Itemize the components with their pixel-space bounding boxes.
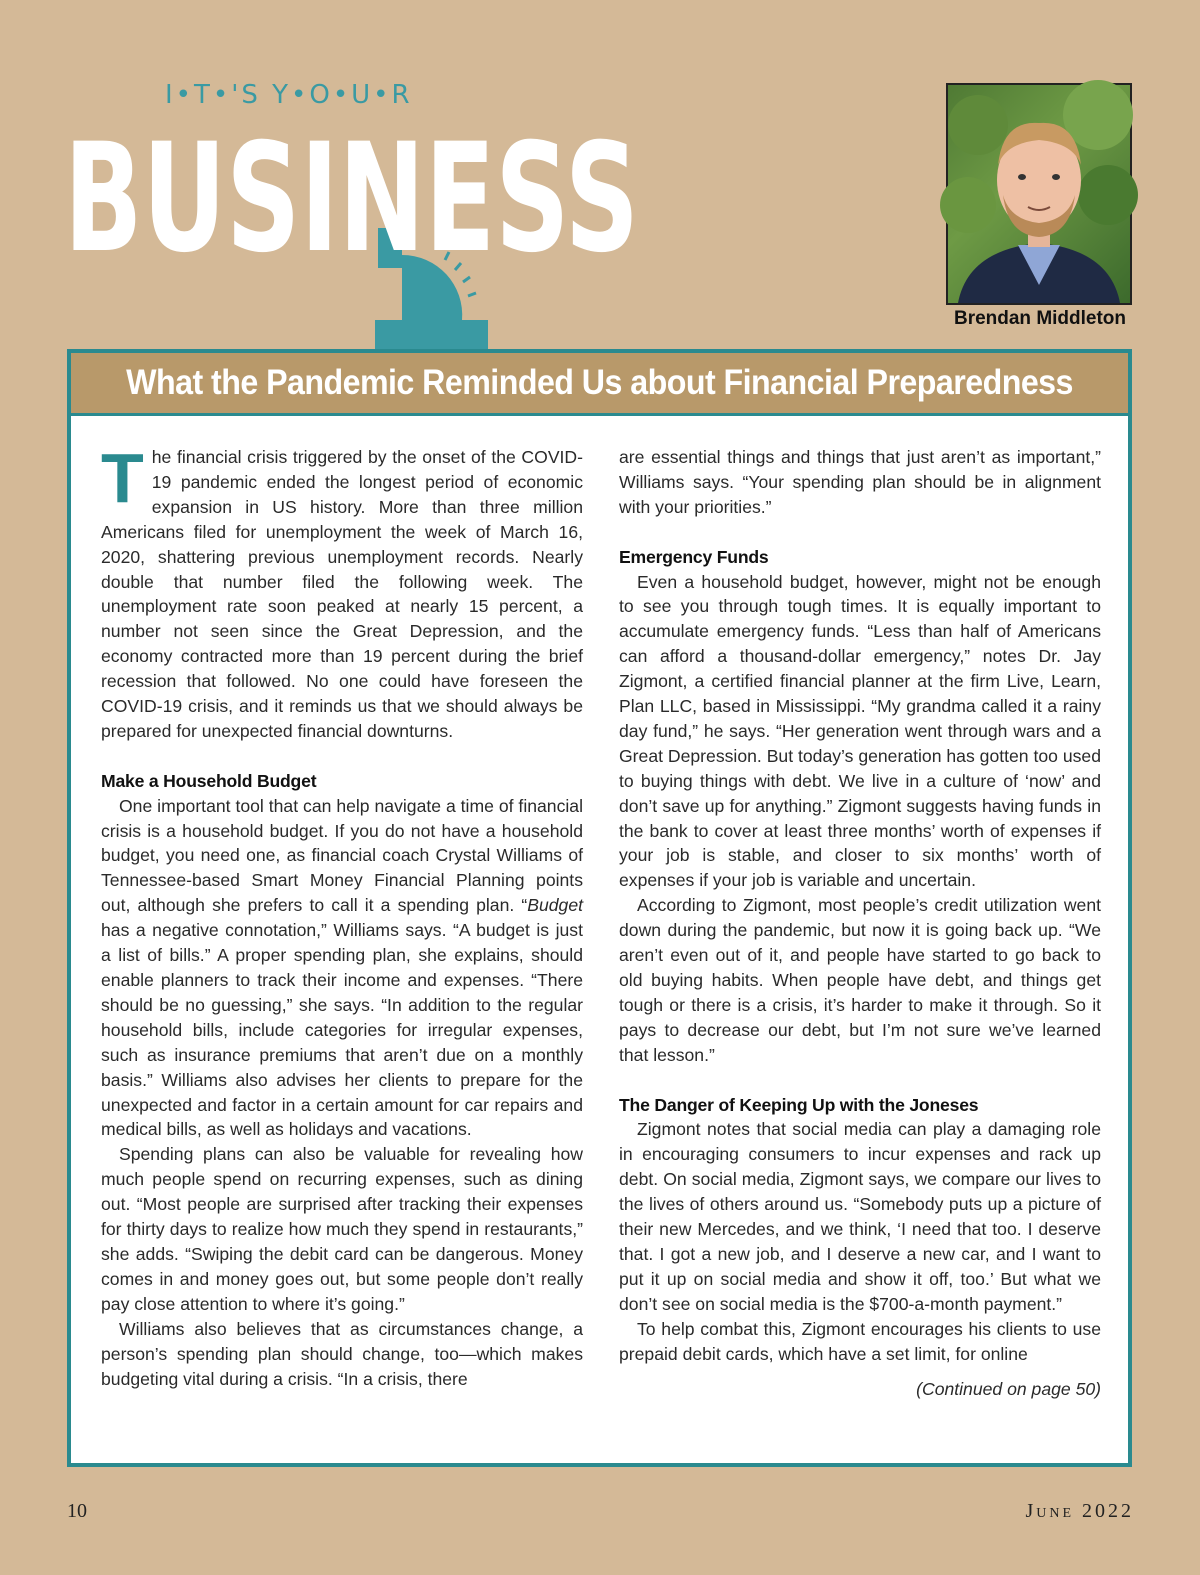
paragraph: To help combat this, Zigmont encourages his clients to use prepaid debit cards, which have a set limit, for online bbox=[619, 1318, 1101, 1364]
left-column bbox=[101, 439, 583, 1391]
paragraph: Zigmont notes that social media can play a damaging role in encouraging consumers to incur expenses and rack up debt. On social media, Zigmont says, we compare our lives to the lives of others around us. “Somebody puts up a picture of their new Mercedes, and we think, ‘I need that too. I deserve that. I got a new job, and I deserve a new car, and I want to put it up on social media and show it off, too.’ But what we don’t see on social media is the $700-a-month payment.” bbox=[619, 1119, 1101, 1314]
right-column bbox=[619, 445, 1101, 1401]
title-band bbox=[71, 353, 1128, 416]
emphasis-budget: Budget bbox=[527, 895, 583, 916]
portrait-image bbox=[948, 85, 1130, 303]
paragraph-text: One important tool that can help navigate a time of financial crisis is a household budget. If you do not have a household budget, you need one, as financial coach Crystal Williams of Tennessee-based Smart Money Financial Planning points out, although she prefers to call it a spending plan. “ bbox=[101, 795, 583, 916]
section-heading-emergency-funds: Emergency Funds bbox=[619, 546, 769, 567]
paragraph bbox=[101, 794, 583, 1143]
paragraph: are essential things and things that just aren’t as important,” Williams says. “Your spending plan should be in alignment with your priorities.” bbox=[619, 447, 1101, 517]
author-caption: Brendan Middleton bbox=[953, 308, 1127, 329]
continued-note: (Continued on page 50) bbox=[916, 1378, 1101, 1399]
masthead-logo bbox=[60, 110, 650, 350]
masthead-kicker: I•T•'S Y•O•U•R bbox=[165, 80, 413, 110]
intro-paragraph bbox=[101, 439, 583, 744]
intro-text: he financial crisis triggered by the onset of the COVID-19 pandemic ended the longest period of economic expansion in US history. More than three million Americans filed for unemployment the week of March 16, 2020, shattering previous unemployment records. Nearly double that number filed the following week. The unemployment rate soon peaked at nearly 15 percent, a number not seen since the Great Depression, and the economy contracted more than 19 percent during the brief recession that followed. No one could have foreseen the COVID-19 crisis, and it reminds us that we should always be prepared for unexpected financial downturns. bbox=[101, 447, 583, 741]
paragraph: According to Zigmont, most people’s credit utilization went down during the pandemic, but now it is going back up. “We aren’t even out of it, and people have started to go back to old buying habits. When people have debt, and things get tough or there is a crisis, it’s harder to make it through. So it pays to decrease our debt, but I’m not sure we’ve learned that lesson.” bbox=[619, 895, 1101, 1065]
issue-date: June 2022 bbox=[1025, 1500, 1134, 1522]
paragraph-text: has a negative connotation,” Williams says. “A budget is just a list of bills.” A proper spending plan, she explains, should enable planners to track their income and expenses. “There should be no guessing,” she says. “In addition to the regular household bills, include categories for irregular expenses, such as insurance premiums that aren’t due on a monthly basis.” Williams also advises her clients to prepare for the unexpected and factor in a certain amount for car repairs and medical bills, as well as holidays and vacations. bbox=[101, 920, 583, 1140]
paragraph: Spending plans can also be valuable for revealing how much people spend on recurring expenses, such as dining out. “Most people are surprised after tracking their expenses for thirty days to realize how much they spend in restaurants,” she adds. “Swiping the debit card can be dangerous. Money comes in and money goes out, but some people don’t really pay close attention to where it’s going.” bbox=[101, 1144, 583, 1314]
author-photo bbox=[946, 83, 1132, 305]
section-heading-household-budget: Make a Household Budget bbox=[101, 770, 317, 791]
masthead-title: BUSINESS bbox=[64, 112, 639, 286]
paragraph: Williams also believes that as circumstances change, a person’s spending plan should change, too—which makes budgeting vital during a crisis. “In a crisis, there bbox=[101, 1318, 583, 1389]
page-number: 10 bbox=[67, 1500, 87, 1522]
section-heading-joneses: The Danger of Keeping Up with the Joneses bbox=[619, 1094, 979, 1115]
article-title: What the Pandemic Reminded Us about Financial Preparedness bbox=[126, 363, 1073, 402]
article-frame bbox=[67, 349, 1132, 1467]
paragraph: Even a household budget, however, might not be enough to see you through tough times. It is equally important to accumulate emergency funds. “Less than half of Americans can afford a thousand-dollar emergency,” notes Dr. Jay Zigmont, a certified financial planner at the firm Live, Learn, Plan LLC, based in Mississippi. “My grandma called it a rainy day fund,” he says. “Her generation went through wars and a Great Depression. But today’s generation has gotten too used to buying things with debt. We live in a culture of ‘now’ and don’t save up for anything.” Zigmont suggests having funds in the bank to cover at least three months’ worth of expenses if your job is stable, and closer to six months’ worth of expenses if your job is variable and uncertain. bbox=[619, 571, 1101, 891]
drop-cap: T bbox=[101, 439, 144, 517]
